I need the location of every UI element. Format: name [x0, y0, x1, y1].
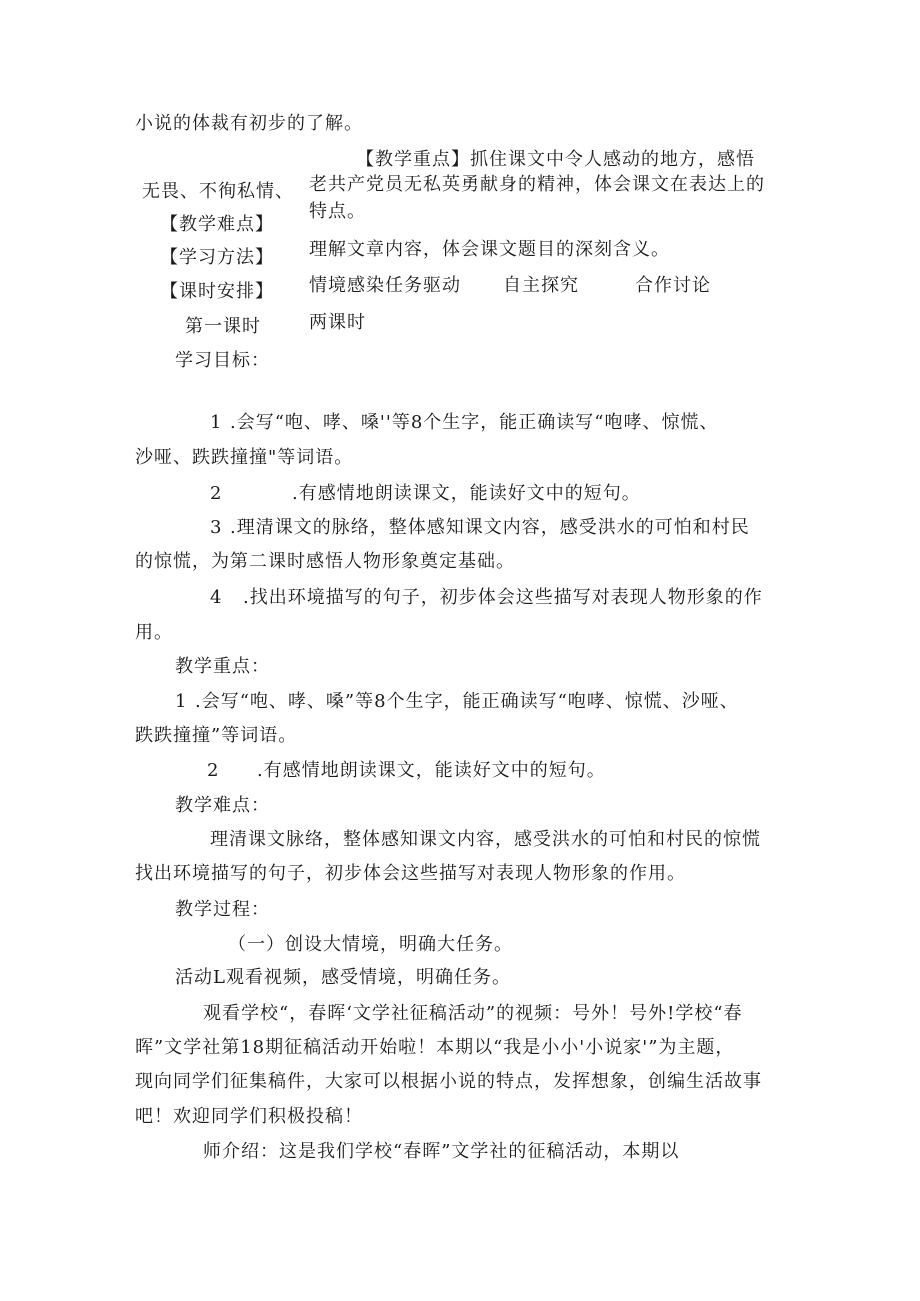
text-line: 合作讨论: [635, 275, 711, 296]
list-item-number: 4: [210, 587, 223, 608]
list-item-number: 3: [210, 517, 223, 538]
text-line: 无畏、不徇私情、: [142, 181, 294, 202]
list-item-text: .理清课文的脉络，整体感知课文内容，感受洪水的可怕和村民: [230, 517, 750, 538]
text-line: 跌跌撞撞”等词语。: [135, 725, 298, 746]
text-line: 【教学重点】抓住课文中令人感动的地方，感悟: [356, 149, 755, 170]
text-line: 小说的体裁有初步的了解。: [135, 113, 363, 134]
list-item-number: 1: [210, 412, 223, 433]
section-title: 教学过程：: [175, 899, 270, 920]
list-item-text: .找出环境描写的句子，初步体会这些描写对表现人物形象的作: [243, 587, 763, 608]
text-line: 两课时: [309, 312, 366, 333]
paragraph-line: 师介绍：这是我们学校“春晖”文学社的征稿活动，本期以: [203, 1141, 680, 1162]
text-line: 特点。: [309, 201, 366, 222]
text-line: 老共产党员无私英勇献身的精神，体会课文在表达上的: [309, 174, 765, 195]
text-line: 活动L观看视频，感受情境，明确任务。: [175, 967, 511, 988]
paragraph-line: 现向同学们征集稿件，大家可以根据小说的特点，发挥想象，创编生活故事: [135, 1071, 762, 1092]
text-line: 理清课文脉络，整体感知课文内容，感受洪水的可怕和村民的惊慌: [210, 829, 761, 850]
section-title: 教学重点：: [175, 656, 270, 677]
list-item-number: 2: [210, 483, 223, 504]
text-line: 理解文章内容，体会课文题目的深刻含义。: [309, 239, 670, 260]
list-item-text: .会写“咆、哮、嗓”等8个生字，能正确读写“咆哮、惊慌、沙哑、: [195, 691, 739, 712]
text-line: 用。: [135, 622, 173, 643]
paragraph-line: 吧！欢迎同学们积极投稿！: [135, 1106, 363, 1127]
list-item-number: 2: [207, 760, 220, 781]
text-line: 找出环境描写的句子，初步体会这些描写对表现人物形象的作用。: [135, 863, 686, 884]
text-line: 第一课时: [185, 316, 261, 337]
paragraph-line: 观看学校“，春晖‘文学社征稿活动”的视频：号外！号外!学校“春: [203, 1003, 743, 1024]
text-line: 的惊慌，为第二课时感悟人物形象奠定基础。: [135, 551, 515, 572]
subsection-title: （一）创设大情境，明确大任务。: [228, 934, 513, 955]
text-line: 自主探究: [503, 275, 579, 296]
list-item-text: .有感情地朗读课文，能读好文中的短句。: [292, 483, 641, 504]
section-title: 教学难点：: [175, 795, 270, 816]
section-title: 学习目标：: [175, 350, 270, 371]
text-line: 沙哑、跌跌撞撞"等词语。: [135, 447, 354, 468]
list-item-number: 1: [175, 691, 188, 712]
section-label: 【课时安排】: [160, 281, 274, 302]
paragraph-line: 晖”文学社第18期征稿活动开始啦！本期以“我是小小'小说家'”为主题，: [135, 1037, 735, 1058]
section-label: 【学习方法】: [160, 247, 274, 268]
list-item-text: .有感情地朗读课文，能读好文中的短句。: [257, 760, 606, 781]
list-item-text: .会写“咆、哮、嗓''等8个生字，能正确读写“咆哮、惊慌、: [230, 412, 719, 433]
text-line: 情境感染任务驱动: [309, 275, 461, 296]
section-label: 【教学难点】: [160, 214, 274, 235]
